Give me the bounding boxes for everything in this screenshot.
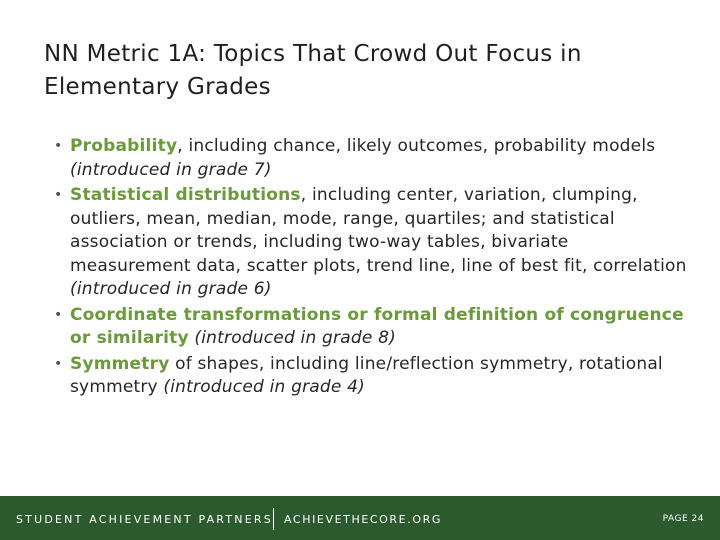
grade-introduced: (introduced in grade 4)	[163, 377, 365, 397]
topic-description: , including chance, likely outcomes, probability models	[177, 136, 656, 156]
bullet-icon: •	[54, 138, 63, 154]
footer-site-link[interactable]: ACHIEVETHECORE.ORG	[284, 513, 442, 526]
footer-brand: STUDENT ACHIEVEMENT PARTNERS	[16, 513, 273, 526]
topics-list	[54, 135, 694, 402]
footer-bar	[0, 496, 720, 540]
topic-description: , including center, variation, clumping, outliers, mean, median, mode, range, quartiles; and statistical association or trends, including two-way tables, bivariate measurement data, scatter plots, trend line, line of best fit, correlation	[70, 185, 687, 276]
list-item-probability	[54, 135, 694, 182]
bullet-icon: •	[54, 355, 63, 372]
list-item-statistical-distributions	[54, 184, 694, 302]
topic-label: Coordinate transformations or formal definition of congruence or similarity	[70, 304, 684, 348]
footer-divider	[273, 508, 274, 530]
topic-label: Statistical distributions	[70, 185, 301, 205]
topic-label: Symmetry	[70, 353, 170, 374]
slide-title: NN Metric 1A: Topics That Crowd Out Focus in Elementary Grades	[44, 41, 582, 100]
grade-introduced: (introduced in grade 7)	[70, 159, 272, 180]
grade-introduced: (introduced in grade 6)	[70, 279, 272, 299]
bullet-icon: •	[54, 187, 63, 203]
grade-introduced: (introduced in grade 8)	[194, 328, 396, 348]
page-number: PAGE 24	[662, 514, 704, 524]
topic-description: of shapes, including line/reflection symmetry, rotational symmetry	[70, 353, 663, 397]
topic-label: Probability	[70, 136, 178, 156]
bullet-icon: •	[54, 306, 63, 323]
list-item-coordinate-transformations	[54, 304, 694, 351]
list-item-symmetry	[54, 353, 694, 400]
